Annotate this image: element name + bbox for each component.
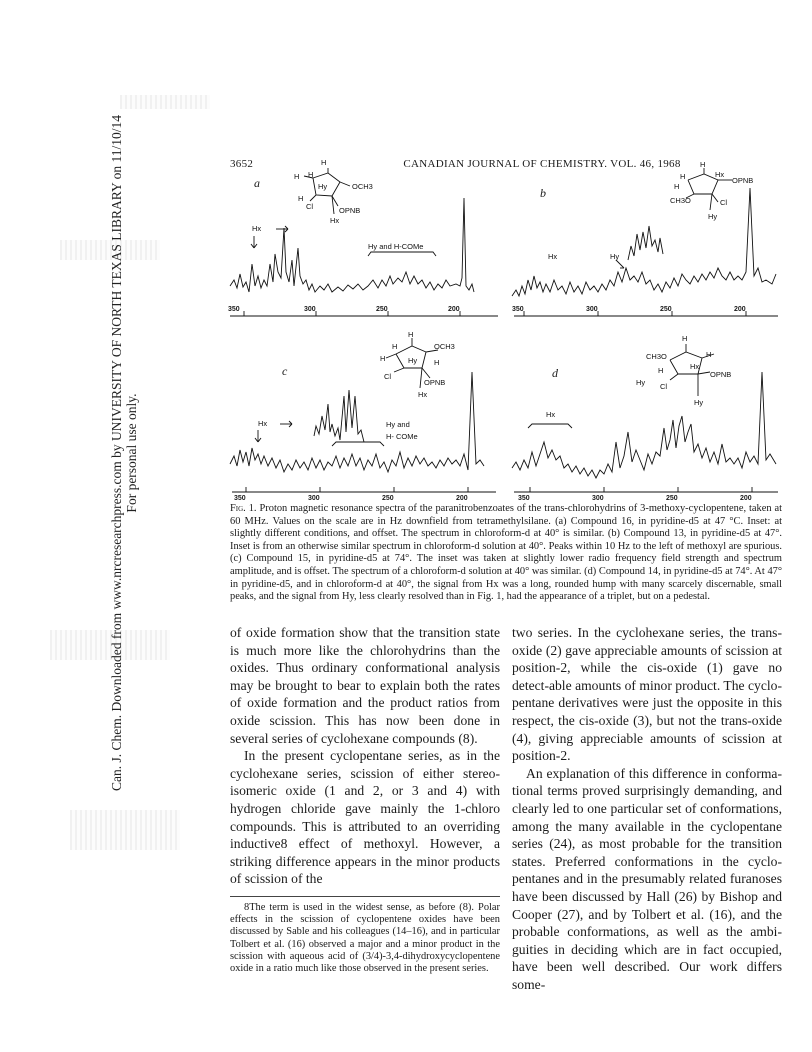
tick-label: 250: [382, 495, 394, 502]
atom-label: H: [294, 172, 300, 181]
hx-label: Hx: [258, 419, 268, 428]
paragraph: An explanation of this difference in conforma-tional terms proved surprisingly demanding, and clearly led to one particular set of conformations, among the many available in the cyclopentane series (24), as most probable for the transition states. Preferred conformations in the cyclo-pentanes and in the presumably related furanoses have been discussed by Hall (26) by Bishop and Cooper (27), and by Tolbert et al. (16), and the probable conformations, as well as the ambi-guities in deciding which are in fact occupied, have been well described. Our work differs some-: [512, 765, 782, 992]
atom-label: Cl: [720, 198, 728, 207]
caption-label: Fig. 1.: [230, 503, 257, 514]
download-notice-line1: Can. J. Chem. Downloaded from www.nrcresearchpress.com by UNIVERSITY OF NORTH TEXAS LIBRARY on 11/10/14: [109, 115, 124, 791]
hy-label: Hy: [636, 378, 646, 387]
tick-label: 350: [518, 495, 530, 502]
atom-label: H: [380, 354, 386, 363]
atom-label: H: [674, 182, 680, 191]
spectrum-b-svg: [510, 168, 782, 318]
atom-label: OPNB: [339, 206, 361, 215]
atom-label: OPNB: [424, 378, 446, 387]
panel-label: c: [282, 364, 288, 378]
tick-label: 200: [734, 306, 746, 313]
atom-label: CH3O: [646, 352, 667, 361]
page-number: 3652: [230, 158, 254, 170]
caption-text: Proton magnetic resonance spectra of the paranitrobenzoates of the trans-chlorohydrins of 3-methoxy-cyclopentene, taken at 60 MHz. Values on the scale are in Hz downfield from tetramethylsilane. (a) Compound 16, in pyridine-d5 at 47 °C. Inset: at slightly different conditions, and offset. The spectrum in chloroform-d at 40° is similar. (b) Compound 13, in pyridine-d5 at 47°. Inset is from an otherwise similar spectrum in chloroform-d solution at 40°. Peaks within 10 Hz to the left of methoxyl are spurious. (c) Compound 15, in pyridine-d5 at 74°. The inset was taken at slightly lower radio frequency field strength and spectrum amplitude, and is offset. The spectrum of a chloroform-d solution at 40° was similar. (d) Compound 14, in pyridine-d5 at 74°. At 47° in pyridine-d5, and in chloroform-d at 40°, the signal from Hx was a long, rounded hump with many scarcely discernable, small peaks, and the signal from Hy, less clearly resolved than in Fig. 1, had the appearance of a triplet, but on a pedestal.: [230, 503, 782, 603]
atom-label: H: [706, 350, 712, 359]
footnote-text: 8The term is used in the widest sense, as before (8). Polar effects in the scission of cyclopentene oxides have been discussed by Sable and his colleagues (14–16), and in particular Tolbert et al. (16) observed a major and a minor product in the scission with aqueous acid of (3/4)-3,4-dihydroxycyclopentene oxide in a ratio much like those observed in the present series.: [230, 902, 500, 975]
h-come-label: H- COMe: [386, 432, 418, 441]
download-notice-line2: For personal use only.: [124, 393, 139, 513]
atom-label: H: [392, 342, 398, 351]
atom-label: Hx: [330, 216, 340, 225]
figure-caption: [230, 503, 782, 604]
atom-label: H: [308, 170, 314, 179]
atom-label: Hy: [318, 182, 328, 191]
left-column: [230, 624, 500, 888]
atom-label: H: [680, 172, 686, 181]
atom-label: CH3O: [670, 196, 691, 205]
atom-label: Cl: [660, 382, 668, 391]
right-column: [512, 624, 782, 993]
scan-smudge: [70, 810, 180, 850]
tick-label: 200: [740, 495, 752, 502]
atom-label: OPNB: [732, 176, 754, 185]
atom-label: Hx: [715, 170, 725, 179]
download-notice: [109, 103, 139, 803]
atom-label: H: [408, 330, 414, 339]
atom-label: Cl: [384, 372, 392, 381]
hx-label: Hx: [252, 224, 262, 233]
paragraph: two series. In the cyclohexane series, the trans-oxide (2) gave appreciable amounts of scission at position-2, while the cis-oxide (1) gave no detect-able amounts of minor product. The cyclo-pentane derivatives were just the opposite in this respect, the cis-oxide (3), but not the trans-oxide (4), giving appreciable amounts of scission at position-2.: [512, 625, 782, 764]
atom-label: OCH3: [352, 182, 373, 191]
tick-label: 300: [304, 306, 316, 313]
tick-label: 350: [234, 495, 246, 502]
atom-label: Hy: [408, 356, 418, 365]
paragraph: In the present cyclopentane series, as in the cyclohexane series, scission of either stereo-isomeric oxide (1 and 2, or 3 and 4) with hydrogen chloride gave mainly the 1-chloro compounds. This is attributed to an overriding inductive8 effect of methoxyl. However, a striking difference appears in the minor products of scission of the: [230, 748, 500, 887]
tick-label: 350: [512, 306, 524, 313]
paragraph: of oxide formation show that the transition state is much more like the chlorohydrins than the oxides. Thus ordinary conformational analysis may be brought to bear to explain both the rates of oxide formation and the product ratios from oxide scission. This has now been done in several series of cyclohexane compounds (8).: [230, 625, 500, 746]
tick-label: 200: [456, 495, 468, 502]
atom-label: H: [658, 366, 664, 375]
atom-label: Cl: [306, 202, 314, 211]
tick-label: 300: [586, 306, 598, 313]
tick-label: 300: [592, 495, 604, 502]
atom-label: Hy: [708, 212, 718, 221]
tick-label: 350: [228, 306, 240, 313]
tick-label: 250: [666, 495, 678, 502]
atom-label: H: [700, 160, 706, 169]
atom-label: H: [298, 194, 304, 203]
footnote: [230, 896, 500, 975]
journal-title: CANADIAN JOURNAL OF CHEMISTRY. VOL. 46, 1968: [403, 158, 681, 170]
hx-label: Hx: [546, 410, 556, 419]
atom-label: Hy: [694, 398, 704, 407]
panel-label: d: [552, 366, 558, 380]
atom-label: H: [682, 334, 688, 343]
hy-and-label: Hy and: [386, 420, 410, 429]
tick-label: 200: [448, 306, 460, 313]
atom-label: OCH3: [434, 342, 455, 351]
atom-label: Hx: [418, 390, 428, 399]
spectrum-panel-c: [228, 332, 503, 502]
atom-label: OPNB: [710, 370, 732, 379]
atom-label: H: [434, 358, 440, 367]
panel-label: b: [540, 186, 546, 200]
hx-label: Hx: [548, 252, 558, 261]
hy-label: Hy: [610, 252, 620, 261]
hy-com-label: Hy and H-COMe: [368, 242, 424, 251]
spectrum-panel-d: [510, 332, 782, 502]
tick-label: 250: [660, 306, 672, 313]
panel-label: a: [254, 176, 260, 190]
tick-label: 300: [308, 495, 320, 502]
atom-label: H: [321, 158, 327, 167]
tick-label: 250: [376, 306, 388, 313]
atom-label: Hx: [690, 362, 700, 371]
spectrum-c-svg: [228, 332, 503, 502]
